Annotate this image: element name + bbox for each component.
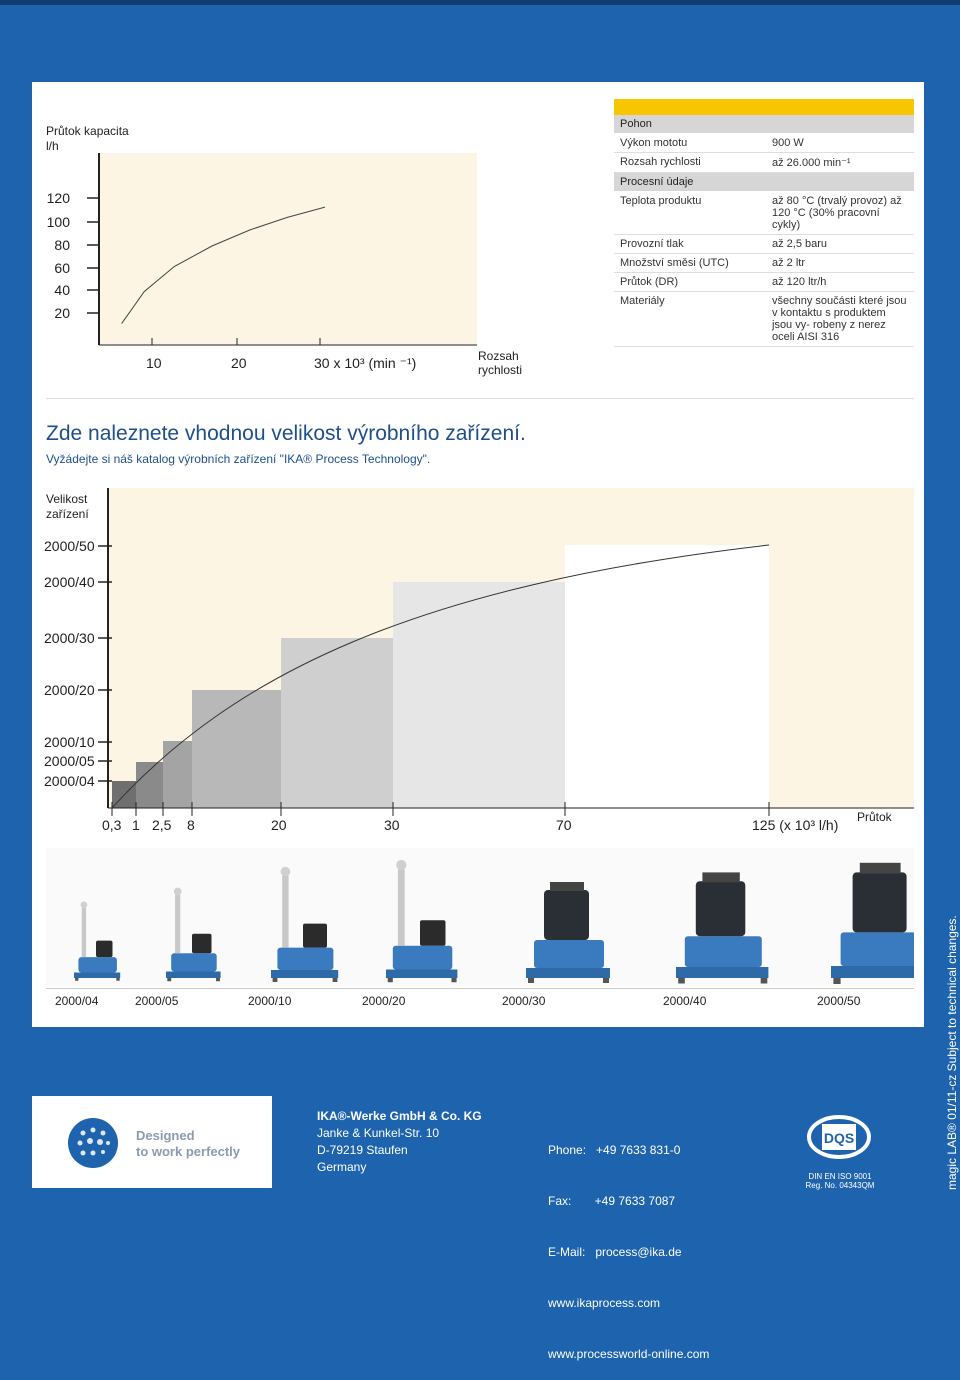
size-y-tick-label: 2000/20 <box>44 682 95 698</box>
size-bar-2000-10 <box>163 741 192 808</box>
machine-label: 2000/50 <box>817 994 861 1008</box>
size-x-tick-label: 20 <box>271 817 287 833</box>
size-chart-ylabel: Velikost zařízení <box>46 492 89 521</box>
spec-label: Výkon mototu <box>614 134 766 153</box>
machine-label: 2000/05 <box>135 994 179 1008</box>
size-chart-xlabel: Průtok <box>857 810 892 824</box>
contact-info <box>548 1108 709 1380</box>
cert-text <box>800 1172 880 1190</box>
size-y-tick-label: 2000/04 <box>44 773 95 789</box>
top-chart-ylabel: Průtok kapacita l/h <box>46 124 129 153</box>
contact-web2[interactable]: www.processworld-online.com <box>548 1347 710 1361</box>
machine-label: 2000/20 <box>362 994 406 1008</box>
size-y-tick-label: 2000/40 <box>44 574 95 590</box>
spec-label: Množství směsi (UTC) <box>614 254 766 273</box>
machine-image-2000-40 <box>676 872 768 983</box>
spec-table <box>614 115 914 347</box>
top-x-tick-label: 10 <box>146 355 162 371</box>
top-y-tick-label: 100 <box>46 214 70 230</box>
contact-web1[interactable]: www.ikaprocess.com <box>548 1296 661 1310</box>
machine-image-2000-50 <box>831 863 914 984</box>
top-y-tick-label: 20 <box>54 305 70 321</box>
size-y-tick-label: 2000/05 <box>44 753 95 769</box>
top-y-tick-label: 120 <box>46 190 70 206</box>
top-bar <box>0 0 960 5</box>
company-name: IKA®-Werke GmbH & Co. KG <box>317 1109 482 1123</box>
spec-value: až 120 ltr/h <box>766 273 914 292</box>
spec-section-process: Procesní údaje <box>614 173 914 192</box>
size-bar-2000-20 <box>192 690 281 808</box>
spec-section-drive: Pohon <box>614 115 914 134</box>
spec-value: až 2 ltr <box>766 254 914 273</box>
spec-label: Provozní tlak <box>614 235 766 254</box>
machine-image-2000-04 <box>74 902 120 981</box>
company-address <box>317 1108 482 1176</box>
top-y-tick-label: 80 <box>54 237 70 253</box>
machine-label: 2000/04 <box>55 994 99 1008</box>
slogan <box>136 1128 240 1160</box>
side-text: magic LAB® 01/11-cz Subject to technical changes. <box>945 915 959 1190</box>
top-x-tick-label: 20 <box>231 355 247 371</box>
section-subheading: Vyžádejte si náš katalog výrobních zařízení "IKA® Process Technology". <box>46 452 431 466</box>
contact-phone: Phone: +49 7633 831-0 <box>548 1143 681 1157</box>
certification-logo-icon <box>802 1110 876 1172</box>
size-x-tick-label: 1 <box>132 817 140 833</box>
top-chart <box>32 150 532 380</box>
size-x-tick-label: 125 (x 10³ l/h) <box>752 817 839 833</box>
spec-label: Teplota produktu <box>614 192 766 235</box>
logo-box <box>32 1096 272 1188</box>
spec-label: Rozsah rychlosti <box>614 153 766 173</box>
spec-label: Průtok (DR) <box>614 273 766 292</box>
machine-image-2000-30 <box>526 882 610 983</box>
top-chart-background <box>99 153 477 345</box>
size-y-tick-label: 2000/10 <box>44 734 95 750</box>
size-chart <box>32 486 924 836</box>
size-y-tick-label: 2000/30 <box>44 630 95 646</box>
size-bar-2000-05 <box>136 762 163 808</box>
machine-image-2000-05 <box>166 888 221 982</box>
size-bar-2000-50 <box>565 545 769 808</box>
machine-image-2000-20 <box>386 860 457 982</box>
size-x-tick-label: 30 <box>384 817 400 833</box>
divider <box>46 398 914 399</box>
machine-label: 2000/40 <box>663 994 707 1008</box>
machines-divider <box>46 988 914 989</box>
cert-line1: DIN EN ISO 9001 <box>808 1172 872 1181</box>
ika-globe-icon <box>66 1116 120 1170</box>
spec-value: až 80 °C (trvalý provoz) až 120 °C (30% pracovní cykly) <box>766 192 914 235</box>
svg-text:DQS: DQS <box>823 1130 855 1146</box>
spec-label: Materiály <box>614 292 766 347</box>
machine-photos <box>46 848 914 988</box>
top-chart-xlabel: Rozsah rychlosti <box>478 349 523 377</box>
company-country: Germany <box>317 1160 367 1174</box>
size-x-tick-label: 8 <box>187 817 195 833</box>
size-x-tick-label: 70 <box>556 817 572 833</box>
machine-label: 2000/30 <box>502 994 546 1008</box>
size-bar-2000-30 <box>281 638 393 808</box>
top-x-tick-label: 30 x 10³ (min ⁻¹) <box>314 355 417 371</box>
size-y-tick-label: 2000/50 <box>44 538 95 554</box>
spec-value: 900 W <box>766 134 914 153</box>
size-x-tick-label: 0,3 <box>102 817 122 833</box>
machine-label: 2000/10 <box>248 994 292 1008</box>
top-y-tick-label: 60 <box>54 260 70 276</box>
spec-value: všechny součásti které jsou v kontaktu s produktem jsou vy- robeny z nerez oceli AISI 316 <box>766 292 914 347</box>
spec-value: až 2,5 baru <box>766 235 914 254</box>
slogan-line1: Designed <box>136 1128 195 1143</box>
spec-yellow-bar <box>614 99 914 115</box>
company-city: D-79219 Staufen <box>317 1143 408 1157</box>
contact-email[interactable]: E-Mail: process@ika.de <box>548 1245 682 1259</box>
top-y-tick-label: 40 <box>54 282 70 298</box>
company-street: Janke & Kunkel-Str. 10 <box>317 1126 440 1140</box>
slogan-line2: to work perfectly <box>136 1144 241 1159</box>
contact-fax: Fax: +49 7633 7087 <box>548 1194 676 1208</box>
machine-image-2000-10 <box>271 867 338 982</box>
cert-line2: Reg. No. 04343QM <box>805 1181 875 1190</box>
section-heading: Zde naleznete vhodnou velikost výrobního zařízení. <box>46 422 526 445</box>
size-bar-2000-40 <box>393 582 565 808</box>
spec-value: až 26.000 min⁻¹ <box>766 153 914 173</box>
size-x-tick-label: 2,5 <box>152 817 172 833</box>
